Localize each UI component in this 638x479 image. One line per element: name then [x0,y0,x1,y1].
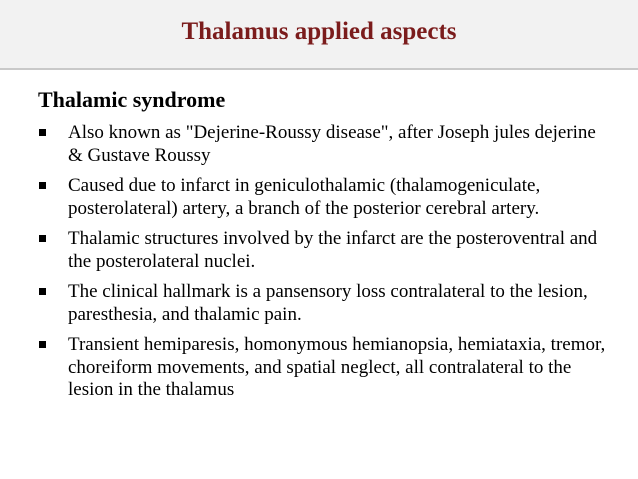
slide-title: Thalamus applied aspects [181,18,457,45]
bullet-text: Caused due to infarct in geniculothalamic (thalamogeniculate, posterolateral) artery, a branch of the posterior cerebral artery. [68,175,541,219]
bullet-item [38,228,608,273]
bullet-item [38,175,608,220]
bullet-list [38,122,608,410]
square-bullet-icon [39,182,46,189]
square-bullet-icon [39,341,46,348]
bullet-text: Transient hemiparesis, homonymous hemianopsia, hemiataxia, tremor, choreiform movements, and spatial neglect, all contralateral to the lesion in the thalamus [68,334,606,400]
bullet-item [38,334,608,402]
title-band [0,0,638,68]
bullet-text: The clinical hallmark is a pansensory loss contralateral to the lesion, paresthesia, and thalamic pain. [68,281,588,325]
bullet-text: Also known as "Dejerine-Roussy disease", after Joseph jules dejerine & Gustave Roussy [68,122,596,166]
bullet-item [38,281,608,326]
square-bullet-icon [39,288,46,295]
square-bullet-icon [39,235,46,242]
title-divider [0,68,638,70]
square-bullet-icon [39,129,46,136]
slide-subtitle: Thalamic syndrome [38,87,226,112]
bullet-item [38,122,608,167]
bullet-text: Thalamic structures involved by the infarct are the posteroventral and the posterolateral nuclei. [68,228,598,272]
